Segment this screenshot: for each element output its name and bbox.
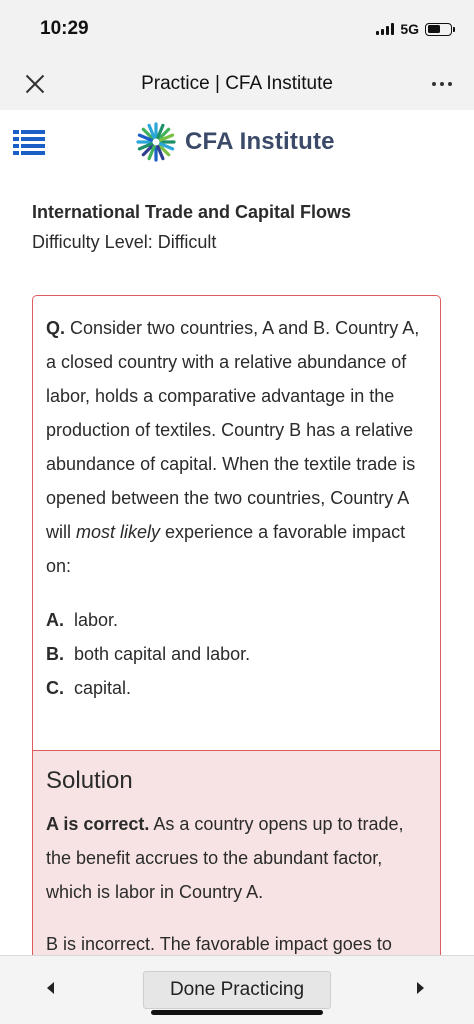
solution-body: As a country opens up to trade, the benefit accrues to the abundant factor, which is labor in Country A.	[46, 814, 404, 902]
option-b[interactable]	[46, 637, 427, 671]
option-letter: C.	[46, 678, 64, 698]
triangle-left-icon[interactable]	[47, 982, 54, 994]
status-bar	[0, 0, 474, 58]
option-c[interactable]	[46, 671, 427, 705]
question-body-end: experience a favorable impact on:	[46, 522, 406, 576]
site-header	[0, 110, 474, 180]
solution-verdict: A is correct.	[46, 814, 150, 834]
option-text: both capital and labor.	[74, 644, 251, 664]
cfa-logo[interactable]	[135, 122, 335, 162]
list-menu-icon[interactable]	[13, 130, 45, 156]
topic-title: International Trade and Capital Flows	[32, 202, 352, 222]
question-card	[32, 295, 441, 995]
battery-icon	[425, 23, 452, 36]
battery-fill	[428, 25, 440, 33]
question-text	[33, 296, 440, 583]
solution-explanation	[46, 807, 429, 909]
solution-title: Solution	[46, 767, 133, 794]
status-time: 10:29	[40, 18, 89, 39]
home-indicator	[151, 1010, 323, 1015]
done-practicing-button[interactable]: Done Practicing	[143, 971, 331, 1009]
question-body-start: Consider two countries, A and B. Country A, a closed country with a relative abundance of labor, holds a comparative advantage in the production of textiles. Country B has a relative abundance of capital. When the textile trade is opened between the two countries, Country A will	[46, 318, 420, 542]
triangle-right-icon[interactable]	[417, 982, 424, 994]
solution-next-paragraph: B is incorrect. The favorable impact goes to	[46, 934, 392, 954]
answer-options	[33, 583, 440, 705]
option-letter: B.	[46, 644, 64, 664]
option-a[interactable]	[46, 603, 427, 637]
status-indicators	[376, 21, 452, 37]
option-text: capital.	[74, 678, 132, 698]
question-label: Q.	[46, 318, 66, 338]
option-text: labor.	[74, 610, 119, 630]
cellular-signal-icon	[376, 23, 394, 35]
page-title: Practice | CFA Institute	[141, 73, 333, 94]
network-type: 5G	[400, 21, 419, 37]
more-dots-icon[interactable]	[432, 82, 452, 86]
logo-text: CFA Institute	[185, 128, 335, 155]
difficulty-level: Difficulty Level: Difficult	[32, 232, 217, 252]
option-letter: A.	[46, 610, 64, 630]
topic-header	[32, 202, 452, 253]
cfa-globe-logo-icon	[135, 121, 177, 163]
question-emphasis: most likely	[76, 522, 161, 542]
browser-nav-bar	[0, 58, 474, 110]
